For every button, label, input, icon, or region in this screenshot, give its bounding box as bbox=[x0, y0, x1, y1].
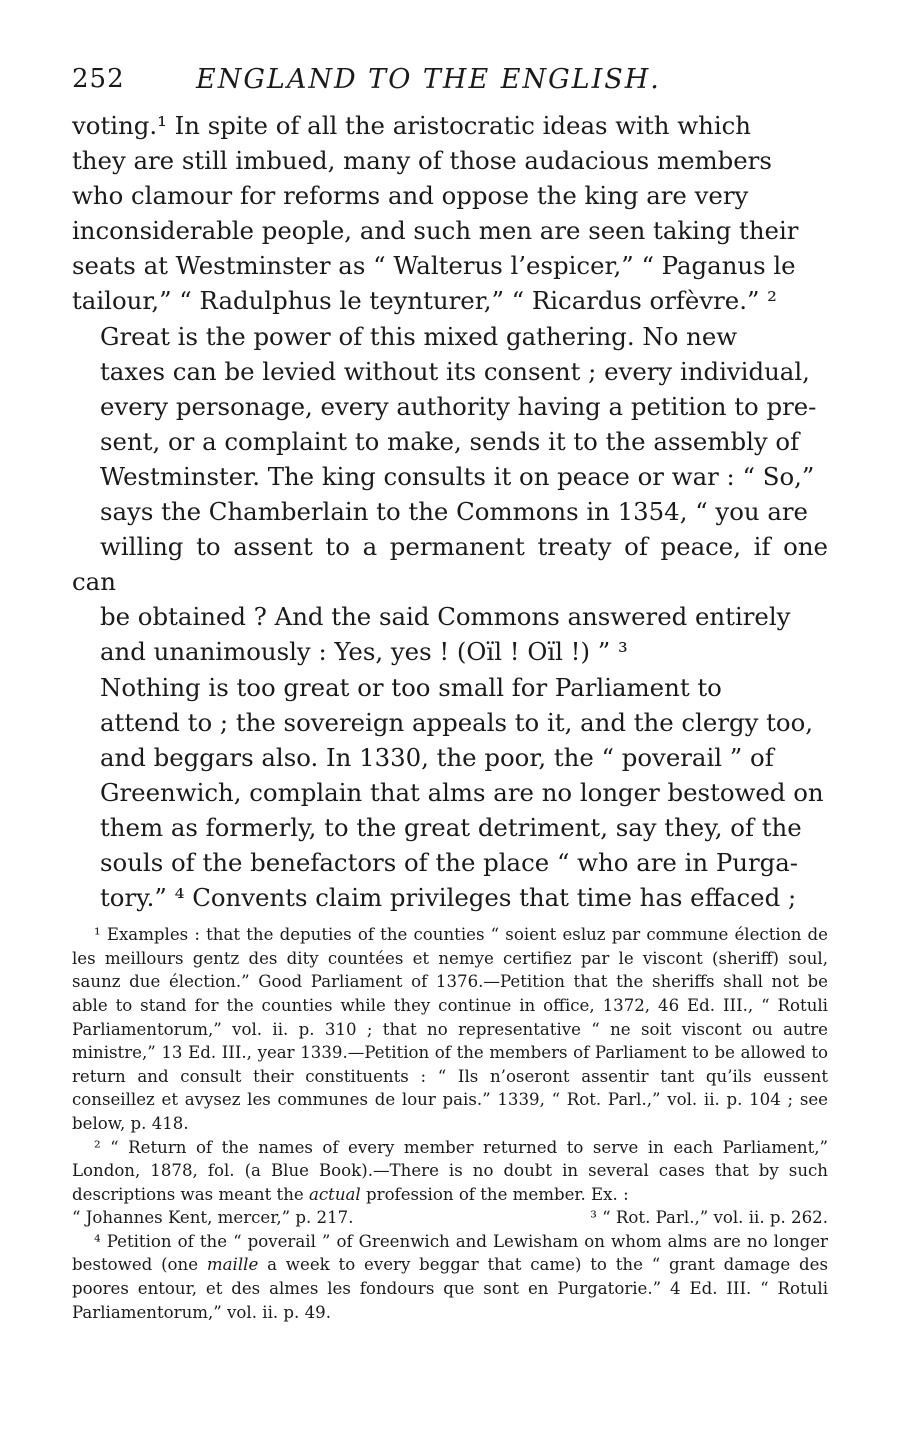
text-line: willing to assent to a permanent treaty of peace, if one can bbox=[72, 532, 828, 597]
text-line: Greenwich, complain that alms are no longer bestowed on bbox=[100, 777, 824, 807]
text-line: Westminster. The king consults it on peace or war : “ So,” bbox=[100, 461, 815, 491]
footnote-2-text: ² “ Return of the names of every member returned to serve in each Parliament,” London, 1878, fol. (a Blue Book).—There is no doubt in several cases that by such descriptions was meant the bbox=[72, 1137, 828, 1204]
text-line: taxes can be levied without its consent ; every individual, bbox=[100, 356, 810, 386]
text-line: sent, or a complaint to make, sends it to the assembly of bbox=[100, 426, 800, 456]
footnote-3: ³ “ Rot. Parl.,” vol. ii. p. 262. bbox=[590, 1208, 828, 1228]
page-number: 252 bbox=[72, 64, 125, 94]
footnote-2-text-after: profession of the member. Ex. : bbox=[366, 1184, 629, 1204]
text-line: voting.¹ In spite of all the aristocratic ideas with which bbox=[72, 111, 751, 140]
footnote-2-italic: actual bbox=[308, 1184, 361, 1204]
text-line: every personage, every authority having a petition to pre- bbox=[100, 391, 817, 421]
text-line: tory.” ⁴ Convents claim privileges that time has effaced ; bbox=[100, 883, 797, 913]
running-title: ENGLAND TO THE ENGLISH. bbox=[196, 64, 661, 95]
footnote-4-text-after: a week to every beggar that came) to the “ grant damage des poores entour, et des almes les fondours que sont en Purgatorie.” 4 Ed. III. “ Rotuli Parliamentorum,” vol. ii. p. 49. bbox=[72, 1255, 828, 1322]
footnote-4-text: ⁴ Petition of the “ poverail ” of Greenwich and Lewisham on whom alms are no longer bestowed (one bbox=[72, 1231, 828, 1275]
text-line: Great is the power of this mixed gathering. No new bbox=[100, 321, 738, 351]
text-line: be obtained ? And the said Commons answered entirely bbox=[100, 602, 791, 632]
footnote-4 bbox=[72, 1230, 828, 1324]
text-line: seats at Westminster as “ Walterus l’espicer,” “ Paganus le bbox=[72, 251, 796, 281]
text-line: tailour,” “ Radulphus le teynturer,” “ Ricardus orfèvre.” ² bbox=[72, 286, 777, 316]
text-line: Nothing is too great or too small for Parliament to bbox=[100, 672, 722, 702]
text-line: inconsiderable people, and such men are seen taking their bbox=[72, 216, 799, 246]
footnote-2 bbox=[72, 1136, 828, 1207]
footnotes bbox=[72, 923, 828, 1324]
paragraph bbox=[72, 319, 828, 670]
text-line: says the Chamberlain to the Commons in 1354, “ you are bbox=[100, 497, 808, 527]
paragraph bbox=[72, 108, 828, 319]
footnote-row bbox=[72, 1206, 828, 1230]
running-head bbox=[72, 56, 828, 108]
footnote-4-italic: maille bbox=[206, 1255, 259, 1275]
text-line: they are still imbued, many of those audacious members bbox=[72, 146, 772, 176]
text-line: and beggars also. In 1330, the poor, the “ poverail ” of bbox=[100, 742, 774, 772]
footnote-1: ¹ Examples : that the deputies of the counties “ soient esluz par commune élection de les meillours gentz des dity countées et nemye certifiez par le viscont (sheriff) soul, saunz due élection.” Good Parliament of 1376.—Petition that the sheriffs shall not be able to stand for the counties while they continue in office, 1372, 46 Ed. III., “ Rotuli Parliamentorum,” vol. ii. p. 310 ; that no representative “ ne soit viscont ou autre ministre,” 13 Ed. III., year 1339.—Petition of the members of Parliament to be allowed to return and consult their constituents : “ Ils n’oseront assentir tant qu’ils eussent conseillez et avysez les communes de lour pais.” 1339, “ Rot. Parl.,” vol. ii. p. 104 ; see below, p. 418. bbox=[72, 925, 828, 1133]
text-line: attend to ; the sovereign appeals to it, and the clergy too, bbox=[100, 707, 814, 737]
body-text bbox=[72, 108, 828, 915]
text-line: them as formerly, to the great detriment, say they, of the bbox=[100, 812, 802, 842]
footnote-2-end: “ Johannes Kent, mercer,” p. 217. bbox=[72, 1208, 354, 1228]
text-line: who clamour for reforms and oppose the king are very bbox=[72, 181, 749, 211]
book-page bbox=[72, 56, 828, 1324]
paragraph bbox=[72, 670, 828, 916]
text-line: and unanimously : Yes, yes ! (Oïl ! Oïl !) ” ³ bbox=[100, 637, 628, 667]
text-line: souls of the benefactors of the place “ who are in Purga- bbox=[100, 847, 799, 877]
